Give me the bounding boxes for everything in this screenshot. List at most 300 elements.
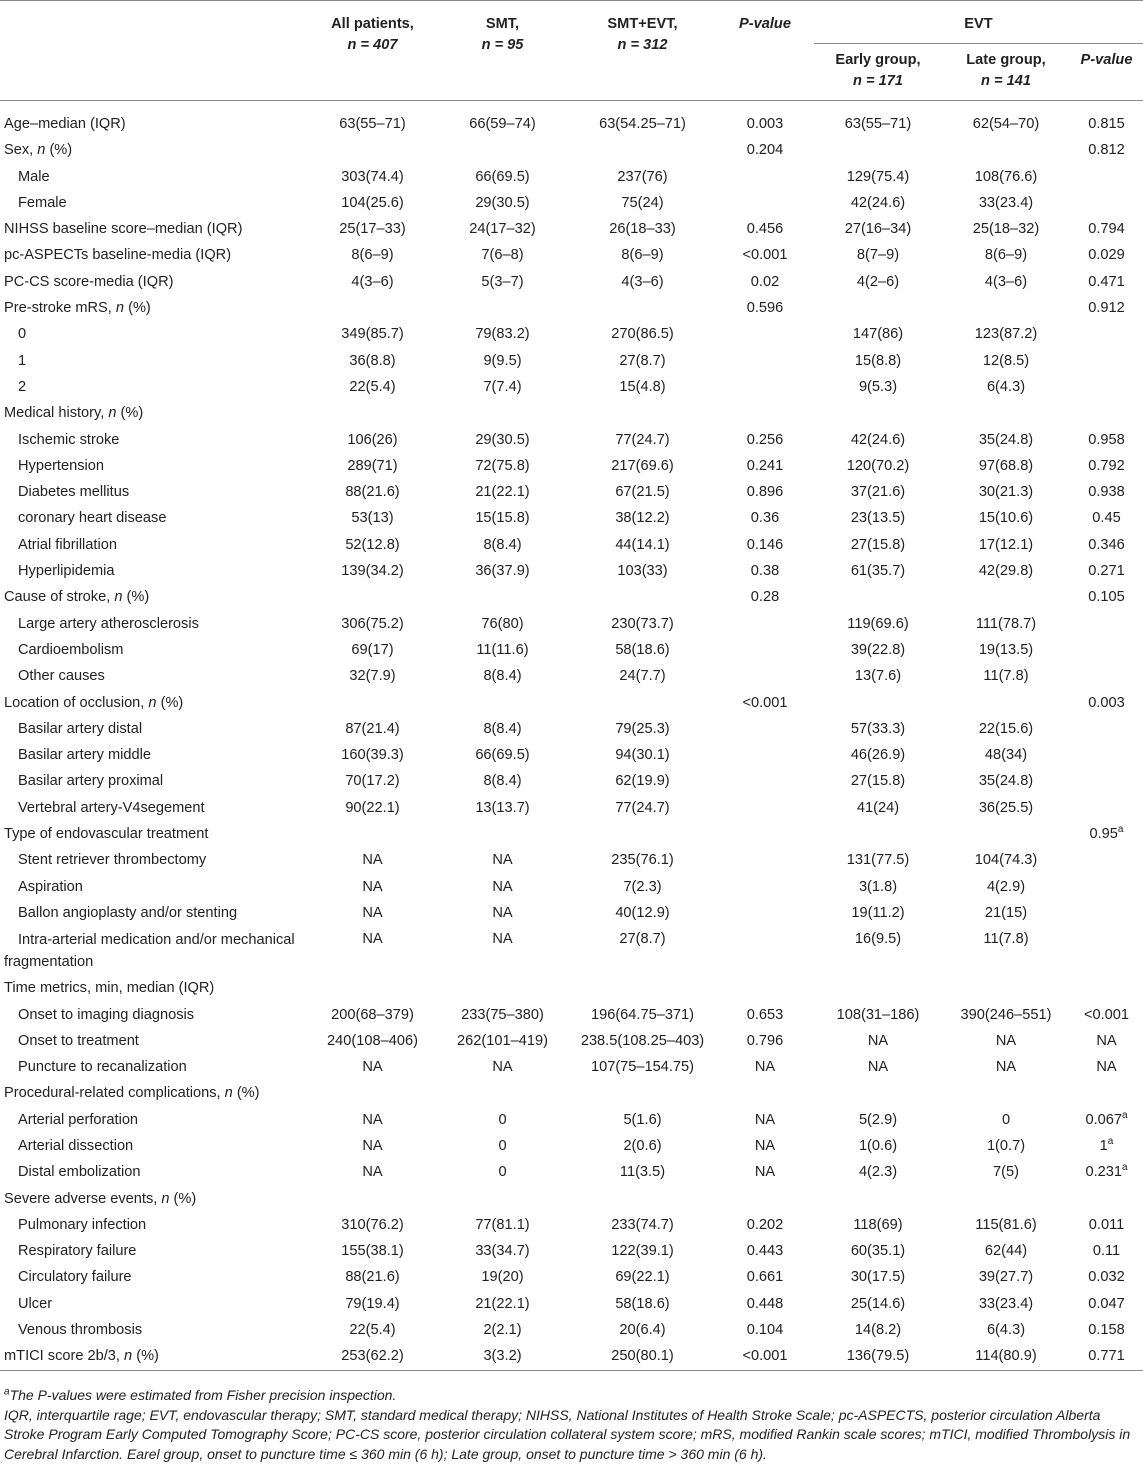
cell-value: 20(6.4) [619,1322,666,1339]
cell-col-1 [309,821,436,847]
cell-col-3 [569,101,716,138]
cell-col-3 [569,1133,716,1159]
cell-col-6 [942,1002,1070,1028]
cell-col-1 [309,479,436,505]
cell-col-2 [436,1002,569,1028]
cell-value: 6(4.3) [986,378,1026,395]
table-row [0,427,1143,453]
cell-value: 4(2.3) [858,1164,898,1181]
cell-col-4 [716,101,814,138]
cell-col-1 [309,1107,436,1133]
row-label: mTICI score 2b/3, n (%) [4,1348,159,1365]
cell-col-3 [569,137,716,163]
cell-col-5 [814,321,942,347]
cell-col-4 [716,584,814,610]
cell-col-6 [942,1264,1070,1290]
cell-col-2 [436,427,569,453]
cell-value: 240(108–406) [327,1032,418,1049]
cell-col-6 [942,1317,1070,1343]
cell-col-5 [814,742,942,768]
cell-value: 4(2.9) [986,878,1026,895]
table-row [0,690,1143,716]
table-row [0,847,1143,873]
cell-value: <0.001 [1083,1006,1130,1023]
cell-value: 0.231 [1085,1164,1122,1181]
cell-col-2 [436,453,569,479]
cell-value: 27(15.8) [850,536,906,553]
cell-value: 8(6–9) [351,247,394,264]
cell-value: 25(17–33) [339,221,406,238]
cell-col-3 [569,1080,716,1106]
cell-value: 0.792 [1088,457,1125,474]
cell-col-4 [716,374,814,400]
cell-col-3 [569,584,716,610]
cell-col-1 [309,427,436,453]
cell-col-2 [436,1317,569,1343]
cell-col-2 [436,374,569,400]
cell-col-5 [814,821,942,847]
cell-value: 0.448 [746,1295,784,1312]
cell-col-2 [436,795,569,821]
cell-col-2 [436,1343,569,1370]
footnote-marker: a [1121,1162,1128,1174]
cell-col-6 [942,216,1070,242]
header-late-group [942,44,1070,101]
row-label: Pulmonary infection [18,1216,147,1233]
cell-col-7 [1070,101,1143,138]
table-row [0,874,1143,900]
cell-value: 0.003 [746,116,784,132]
table-row [0,190,1143,216]
cell-col-5 [814,1133,942,1159]
cell-value: 11(7.8) [983,668,1029,685]
table-row [0,348,1143,374]
cell-col-3 [569,1159,716,1185]
cell-value: 4(2–6) [856,273,900,290]
cell-col-1 [309,847,436,873]
cell-value: 44(14.1) [615,536,670,553]
cell-col-7 [1070,137,1143,163]
cell-value: 13(7.6) [854,668,902,685]
cell-col-6 [942,900,1070,926]
cell-col-7 [1070,479,1143,505]
cell-col-4 [716,1080,814,1106]
cell-col-4 [716,975,814,1001]
cell-value: 0.896 [746,484,784,501]
cell-col-1 [309,1212,436,1238]
cell-col-7 [1070,584,1143,610]
table-row [0,584,1143,610]
cell-col-1 [309,558,436,584]
cell-col-4 [716,479,814,505]
cell-value: NA [867,1059,889,1076]
row-label: Male [18,168,50,185]
cell-value: 62(44) [984,1243,1028,1260]
cell-value: 349(85.7) [341,326,404,343]
cell-value: 3(3.2) [483,1348,522,1365]
cell-col-1 [309,1238,436,1264]
cell-col-2 [436,532,569,558]
table-row [0,216,1143,242]
cell-value: 0.029 [1088,247,1125,264]
cell-col-5 [814,479,942,505]
cell-value: 233(75–380) [461,1006,544,1023]
cell-col-2 [436,821,569,847]
cell-value: <0.001 [742,694,788,711]
cell-col-6 [942,1343,1070,1370]
cell-col-4 [716,1159,814,1185]
cell-value: 7(2.3) [623,878,662,895]
cell-value: 72(75.8) [475,457,530,474]
row-label: Basilar artery middle [18,747,152,764]
cell-value: 155(38.1) [341,1243,404,1260]
cell-value: 131(77.5) [846,852,910,869]
cell-value: 303(74.4) [341,168,404,185]
table-row [0,453,1143,479]
cell-value: 61(35.7) [850,563,906,580]
cell-col-6 [942,637,1070,663]
row-label: Female [18,194,67,211]
cell-col-4 [716,1238,814,1264]
cell-value: 8(8.4) [483,668,522,685]
cell-col-5 [814,216,942,242]
cell-value: 0.003 [1088,694,1125,711]
cell-value: 79(25.3) [615,720,670,737]
cell-value: 0.271 [1088,563,1125,580]
cell-col-2 [436,1054,569,1080]
row-label: Circulatory failure [18,1269,132,1286]
cell-col-2 [436,348,569,374]
cell-col-2 [436,611,569,637]
cell-col-2 [436,1159,569,1185]
cell-col-5 [814,716,942,742]
cell-value: 88(21.6) [345,1269,400,1286]
cell-value: 69(22.1) [615,1269,670,1286]
cell-col-5 [814,1317,942,1343]
table-row [0,1080,1143,1106]
cell-col-1 [309,1133,436,1159]
cell-value: 0.938 [1088,484,1125,501]
cell-value: 9(9.5) [483,352,522,369]
row-label: Location of occlusion, n (%) [4,694,184,711]
cell-col-4 [716,295,814,321]
cell-col-5 [814,1028,942,1054]
cell-col-3 [569,1186,716,1212]
cell-col-4 [716,1291,814,1317]
cell-col-5 [814,374,942,400]
cell-value: 0.256 [746,431,784,448]
cell-col-5 [814,1212,942,1238]
cell-value: 42(24.6) [850,431,906,448]
cell-value: 7(7.4) [483,378,522,395]
cell-col-5 [814,690,942,716]
cell-col-1 [309,453,436,479]
cell-col-3 [569,427,716,453]
cell-value: 62(19.9) [615,773,670,790]
cell-col-5 [814,795,942,821]
table-row [0,1054,1143,1080]
cell-value: NA [754,1164,776,1181]
cell-col-3 [569,1291,716,1317]
cell-col-5 [814,1186,942,1212]
cell-value: 123(87.2) [974,326,1038,343]
cell-value: 5(3–7) [481,273,524,290]
table-row [0,1133,1143,1159]
cell-col-1 [309,532,436,558]
cell-value: 118(69) [853,1216,903,1233]
header-evt: EVT [814,1,1143,44]
table-row [0,637,1143,663]
table-footnotes [4,1386,1140,1464]
cell-col-2 [436,101,569,138]
row-label: Cardioembolism [18,641,124,658]
cell-col-1 [309,216,436,242]
cell-col-5 [814,663,942,689]
cell-col-5 [814,900,942,926]
cell-col-6 [942,1080,1070,1106]
cell-value: 63(54.25–71) [599,116,686,132]
cell-value: 2(0.6) [623,1137,662,1154]
cell-col-5 [814,1080,942,1106]
row-label: Pre-stroke mRS, n (%) [4,300,151,317]
cell-value: NA [754,1111,776,1128]
cell-value: NA [362,1111,383,1128]
cell-value: 40(12.9) [615,904,670,921]
cell-col-4 [716,1107,814,1133]
cell-col-1 [309,742,436,768]
cell-col-4 [716,427,814,453]
cell-value: 15(15.8) [475,510,530,527]
cell-value: 0.158 [1088,1322,1125,1339]
cell-col-4 [716,216,814,242]
cell-col-1 [309,716,436,742]
cell-col-5 [814,532,942,558]
cell-value: 0.912 [1088,300,1125,317]
cell-col-1 [309,795,436,821]
cell-col-3 [569,216,716,242]
cell-col-4 [716,690,814,716]
row-label: pc-ASPECTs baseline-media (IQR) [4,247,232,264]
cell-col-6 [942,874,1070,900]
cell-col-3 [569,690,716,716]
cell-col-6 [942,690,1070,716]
cell-col-6 [942,348,1070,374]
cell-value: NA [1096,1059,1117,1076]
cell-value: 237(76) [617,168,668,185]
cell-value: 200(68–379) [331,1006,414,1023]
cell-col-4 [716,558,814,584]
cell-value: 5(1.6) [623,1111,662,1128]
cell-value: 30(17.5) [850,1269,906,1286]
cell-value: 38(12.2) [615,510,670,527]
cell-col-7 [1070,1107,1143,1133]
cell-value: 36(37.9) [475,563,530,580]
row-label: Age–median (IQR) [4,116,126,132]
row-label: Hyperlipidemia [18,563,115,580]
cell-value: 0.794 [1088,221,1125,238]
cell-value: 53(13) [351,510,394,527]
cell-value: 22(5.4) [349,1322,396,1339]
cell-col-5 [814,1238,942,1264]
cell-col-5 [814,975,942,1001]
cell-value: 22(5.4) [349,378,396,395]
cell-value: 23(13.5) [850,510,906,527]
footnote-abbreviations: IQR, interquartile rage; EVT, endovascular therapy; SMT, standard medical therapy; NIHSS, National Institutes of Health Stroke Scale; pc-ASPECTS, posterior circulation Alberta Stroke Program Early Computed Tomography Score; PC-CS score, posterior circulation collateral system score; mRS, modified Rankin scale scores; mTICI, modified Thrombolysis in Cerebral Infarction. Earel group, onset to puncture time ≤ 360 min (6 h); Late group, onset to puncture time > 360 min (6 h). [4,1406,1131,1462]
cell-value: 147(86) [852,326,904,343]
row-label: 1 [18,352,27,369]
cell-value: 120(70.2) [846,457,910,474]
header-smt-evt [569,1,716,101]
cell-col-3 [569,190,716,216]
cell-value: 39(27.7) [978,1269,1034,1286]
cell-value: 0.011 [1088,1216,1125,1233]
cell-col-6 [942,295,1070,321]
cell-value: 27(8.7) [619,352,666,369]
cell-value: 104(25.6) [341,194,404,211]
cell-value: 4(3–6) [351,273,394,290]
table-row [0,558,1143,584]
cell-value: 7(5) [993,1164,1019,1181]
cell-col-2 [436,1186,569,1212]
cell-col-2 [436,295,569,321]
cell-col-7 [1070,1028,1143,1054]
cell-col-4 [716,1343,814,1370]
cell-col-4 [716,926,814,975]
cell-value: NA [362,878,383,895]
cell-col-6 [942,768,1070,794]
cell-value: NA [362,1164,383,1181]
cell-value: NA [362,852,383,869]
cell-col-1 [309,137,436,163]
cell-col-4 [716,768,814,794]
cell-col-3 [569,611,716,637]
cell-col-4 [716,1028,814,1054]
cell-col-1 [309,874,436,900]
cell-value: 0.596 [746,300,784,317]
cell-col-7 [1070,926,1143,975]
cell-value: 108(76.6) [974,168,1038,185]
row-label: Onset to imaging diagnosis [18,1006,195,1023]
cell-col-7 [1070,1317,1143,1343]
cell-value: 16(9.5) [854,931,902,948]
cell-col-2 [436,874,569,900]
table-row [0,137,1143,163]
cell-value: 32(7.9) [349,668,396,685]
table-row [0,295,1143,321]
cell-col-6 [942,321,1070,347]
cell-col-6 [942,400,1070,426]
cell-col-4 [716,1317,814,1343]
cell-value: 0.771 [1088,1348,1125,1365]
cell-value: 48(34) [984,747,1028,764]
cell-col-6 [942,374,1070,400]
cell-value: 235(76.1) [611,852,674,869]
cell-value: 230(73.7) [611,615,674,632]
cell-col-6 [942,558,1070,584]
cell-col-7 [1070,453,1143,479]
cell-value: 196(64.75–371) [590,1006,695,1023]
cell-col-5 [814,558,942,584]
table-row [0,663,1143,689]
cell-value: 15(10.6) [978,510,1034,527]
cell-value: NA [362,904,383,921]
cell-value: 0.067 [1085,1111,1122,1128]
cell-value: 0.11 [1092,1243,1121,1260]
row-label: 2 [18,378,27,395]
cell-value: 42(29.8) [978,563,1034,580]
row-label: Atrial fibrillation [18,536,117,553]
cell-value: 0.95 [1089,826,1118,843]
cell-col-7 [1070,847,1143,873]
cell-col-5 [814,164,942,190]
cell-value: 33(34.7) [475,1243,530,1260]
cell-value: 114(80.9) [975,1348,1037,1365]
table-row [0,532,1143,558]
cell-value: 21(22.1) [475,484,530,501]
cell-col-3 [569,295,716,321]
cell-col-3 [569,1212,716,1238]
cell-value: 0.241 [746,457,784,474]
cell-value: NA [492,878,513,895]
header-late-label: Late group, [966,52,1046,68]
cell-value: 0.812 [1088,142,1125,159]
cell-value: NA [1096,1032,1117,1049]
cell-col-3 [569,1238,716,1264]
table-row [0,164,1143,190]
cell-col-2 [436,505,569,531]
cell-col-3 [569,1343,716,1370]
cell-col-1 [309,768,436,794]
table-row [0,1238,1143,1264]
cell-col-2 [436,975,569,1001]
cell-col-5 [814,611,942,637]
cell-col-7 [1070,164,1143,190]
cell-col-5 [814,505,942,531]
cell-value: 42(24.6) [850,194,906,211]
cell-col-7 [1070,374,1143,400]
header-pvalue-evt: P-value [1080,52,1133,68]
table-row [0,768,1143,794]
cell-value: 62(54–70) [972,116,1040,132]
cell-col-1 [309,975,436,1001]
table-row [0,101,1143,138]
cell-col-2 [436,1238,569,1264]
cell-col-6 [942,1238,1070,1264]
header-blank [0,1,309,101]
cell-value: 0.28 [750,589,780,606]
table-row [0,1264,1143,1290]
table-row [0,374,1143,400]
cell-col-3 [569,558,716,584]
cell-value: 8(8.4) [483,773,522,790]
cell-col-1 [309,584,436,610]
cell-col-1 [309,321,436,347]
cell-value: 67(21.5) [615,484,670,501]
row-label: Basilar artery distal [18,720,143,737]
cell-col-4 [716,1186,814,1212]
cell-value: 52(12.8) [345,536,400,553]
cell-col-1 [309,505,436,531]
row-label: PC-CS score-media (IQR) [4,273,174,290]
footnote-marker: a [1121,1109,1128,1121]
cell-col-5 [814,453,942,479]
cell-value: 2(2.1) [483,1322,522,1339]
cell-col-2 [436,1264,569,1290]
table-row [0,1212,1143,1238]
cell-col-7 [1070,716,1143,742]
cell-col-6 [942,663,1070,689]
cell-value: 3(1.8) [858,878,898,895]
